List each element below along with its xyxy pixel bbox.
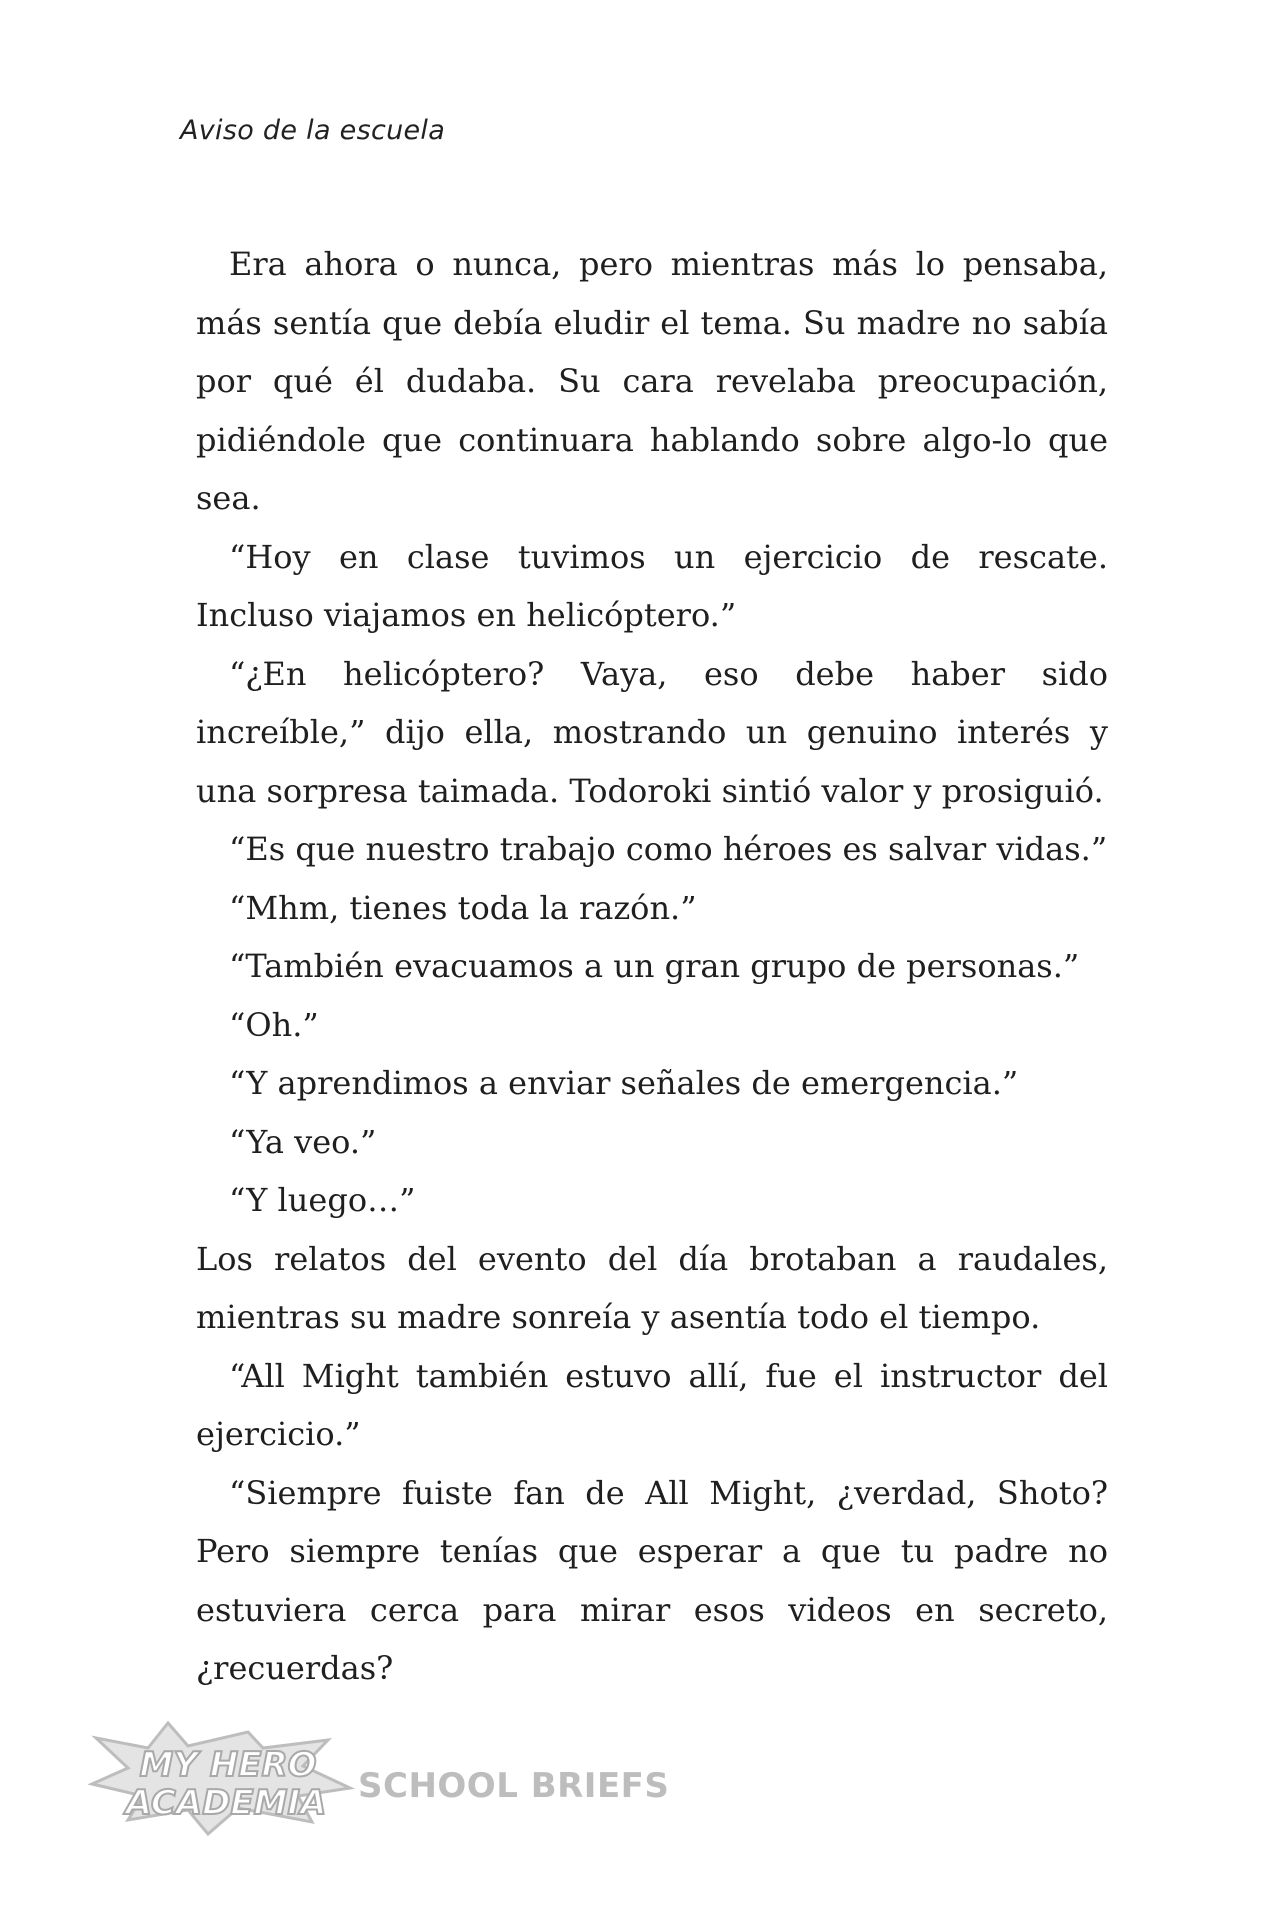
- paragraph: “All Might también estuvo allí, fue el instructor del ejercicio.”: [196, 1356, 1108, 1453]
- paragraph: “También evacuamos a un gran grupo de personas.”: [229, 947, 1080, 985]
- logo-line-1: MY HERO: [139, 1745, 317, 1785]
- running-head: Aviso de la escuela: [180, 115, 446, 146]
- body-text: [196, 235, 1108, 1698]
- paragraph: “Mhm, tienes toda la razón.”: [229, 888, 697, 927]
- paragraph: “Y luego…”: [229, 1181, 416, 1219]
- paragraph: Era ahora o nunca, pero mientras más lo pensaba, más sentía que debía eludir el tema. Su madre no sabía por qué él dudaba. Su cara revelaba preocupación, pidiéndole que continuara hablando sobre algo-lo que sea.: [196, 245, 1108, 517]
- paragraph: “Siempre fuiste fan de All Might, ¿verdad, Shoto? Pero siempre tenías que esperar a que tu padre no estuviera cerca para mirar esos videos en secreto, ¿recuerdas?: [196, 1473, 1108, 1687]
- paragraph: “Es que nuestro trabajo como héroes es salvar vidas.”: [229, 830, 1108, 868]
- logo-line-2: ACADEMIA: [125, 1783, 327, 1823]
- paragraph: “¿En helicóptero? Vaya, eso debe haber sido increíble,” dijo ella, mostrando un genuino interés y una sorpresa taimada. Todoroki sintió valor y prosiguió.: [196, 654, 1108, 810]
- paragraph: “Y aprendimos a enviar señales de emergencia.”: [229, 1064, 1019, 1102]
- paragraph: Los relatos del evento del día brotaban a raudales, mientras su madre sonreía y asentía todo el tiempo.: [196, 1239, 1108, 1336]
- paragraph: “Ya veo.”: [229, 1122, 377, 1161]
- paragraph: “Oh.”: [229, 1005, 319, 1044]
- paragraph: “Hoy en clase tuvimos un ejercicio de rescate. Incluso viajamos en helicóptero.”: [196, 537, 1108, 634]
- series-footer: [88, 1718, 670, 1838]
- series-logo: [88, 1718, 358, 1838]
- series-label: SCHOOL BRIEFS: [358, 1766, 670, 1806]
